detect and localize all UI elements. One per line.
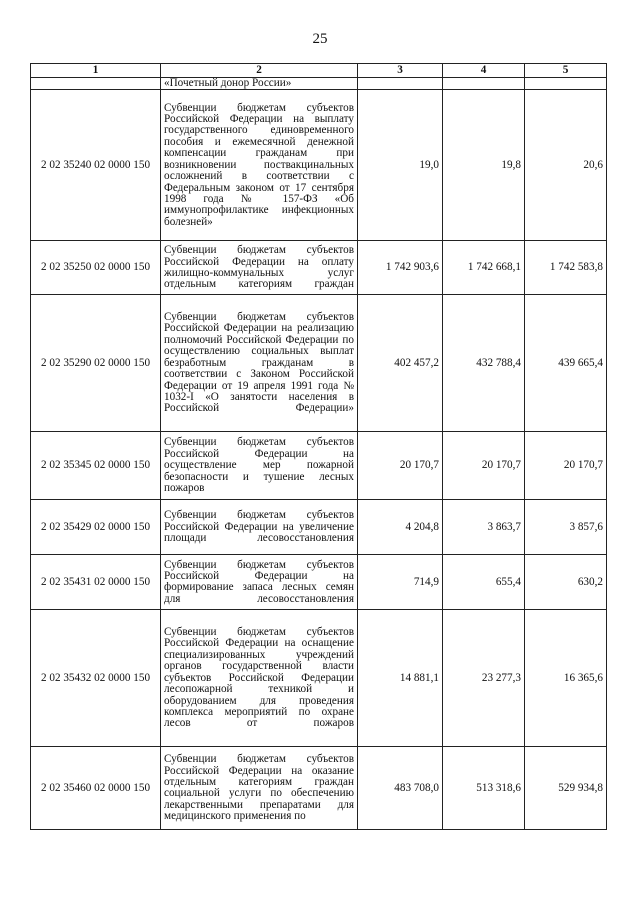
table-row <box>31 555 607 610</box>
description-cell: Субвенции бюджетам субъектов Российской Федерации на оплату жилищно-коммунальных услуг отдельным категориям граждан <box>161 241 358 295</box>
value-year2: 432 788,4 <box>443 295 525 432</box>
code-cell: 2 02 35460 02 0000 150 <box>31 747 161 830</box>
header-row <box>31 64 607 78</box>
table-row <box>31 241 607 295</box>
value-year3: 20 170,7 <box>525 432 607 500</box>
page-number: 25 <box>312 31 328 47</box>
value-cell <box>443 78 525 90</box>
code-cell <box>31 78 161 90</box>
value-year2: 20 170,7 <box>443 432 525 500</box>
description-cell: Субвенции бюджетам субъектов Российской Федерации на выплату государственного единовременного пособия и ежемесячной денежной компенсации гражданам при возникновении поствакцинальных осложнений в соответствии с Федеральным законом от 17 сентября 1998 года № 157-ФЗ «Об иммунопрофилактике инфекционных болезней» <box>161 90 358 241</box>
code-cell: 2 02 35429 02 0000 150 <box>31 500 161 555</box>
value-year1: 483 708,0 <box>358 747 443 830</box>
value-year3: 1 742 583,8 <box>525 241 607 295</box>
col-header-2: 2 <box>161 64 358 78</box>
value-year3: 529 934,8 <box>525 747 607 830</box>
description-cell: Субвенции бюджетам субъектов Российской Федерации на реализацию полномочий Российской Федерации по осуществлению социальных выплат безработным гражданам в соответствии с Законом Российской Федерации от 19 апреля 1991 года № 1032-I «О занятости населения в Российской Федерации» <box>161 295 358 432</box>
value-year1: 4 204,8 <box>358 500 443 555</box>
value-cell <box>358 78 443 90</box>
value-year2: 513 318,6 <box>443 747 525 830</box>
col-header-4: 4 <box>443 64 525 78</box>
value-year2: 3 863,7 <box>443 500 525 555</box>
description-cell: Субвенции бюджетам субъектов Российской Федерации на оказание отдельным категориям граждан социальной услуги по обеспечению лекарственными препаратами для медицинского применения по <box>161 747 358 830</box>
value-year3: 439 665,4 <box>525 295 607 432</box>
code-cell: 2 02 35290 02 0000 150 <box>31 295 161 432</box>
value-year2: 23 277,3 <box>443 610 525 747</box>
table-row <box>31 90 607 241</box>
col-header-5: 5 <box>525 64 607 78</box>
description-cell: Субвенции бюджетам субъектов Российской Федерации на увеличение площади лесовосстановления <box>161 500 358 555</box>
table-row <box>31 747 607 830</box>
code-cell: 2 02 35431 02 0000 150 <box>31 555 161 610</box>
table-row <box>31 500 607 555</box>
value-year3: 630,2 <box>525 555 607 610</box>
code-cell: 2 02 35240 02 0000 150 <box>31 90 161 241</box>
col-header-1: 1 <box>31 64 161 78</box>
value-cell <box>525 78 607 90</box>
value-year2: 1 742 668,1 <box>443 241 525 295</box>
col-header-3: 3 <box>358 64 443 78</box>
description-cell: Субвенции бюджетам субъектов Российской Федерации на осуществление мер пожарной безопасности и тушение лесных пожаров <box>161 432 358 500</box>
value-year3: 16 365,6 <box>525 610 607 747</box>
value-year3: 20,6 <box>525 90 607 241</box>
description-cell: Субвенции бюджетам субъектов Российской Федерации на оснащение специализированных учреждений органов государственной власти субъектов Российской Федерации лесопожарной техникой и оборудованием для проведения комплекса мероприятий по охране лесов от пожаров <box>161 610 358 747</box>
code-cell: 2 02 35345 02 0000 150 <box>31 432 161 500</box>
description-cell: «Почетный донор России» <box>161 78 358 90</box>
value-year1: 20 170,7 <box>358 432 443 500</box>
value-year3: 3 857,6 <box>525 500 607 555</box>
value-year1: 14 881,1 <box>358 610 443 747</box>
value-year1: 19,0 <box>358 90 443 241</box>
value-year2: 655,4 <box>443 555 525 610</box>
code-cell: 2 02 35432 02 0000 150 <box>31 610 161 747</box>
value-year2: 19,8 <box>443 90 525 241</box>
value-year1: 402 457,2 <box>358 295 443 432</box>
continuation-row <box>31 78 607 90</box>
table-row <box>31 432 607 500</box>
budget-table <box>30 63 607 830</box>
table-row <box>31 295 607 432</box>
code-cell: 2 02 35250 02 0000 150 <box>31 241 161 295</box>
description-cell: Субвенции бюджетам субъектов Российской Федерации на формирование запаса лесных семян для лесовосстановления <box>161 555 358 610</box>
table-row <box>31 610 607 747</box>
value-year1: 714,9 <box>358 555 443 610</box>
value-year1: 1 742 903,6 <box>358 241 443 295</box>
